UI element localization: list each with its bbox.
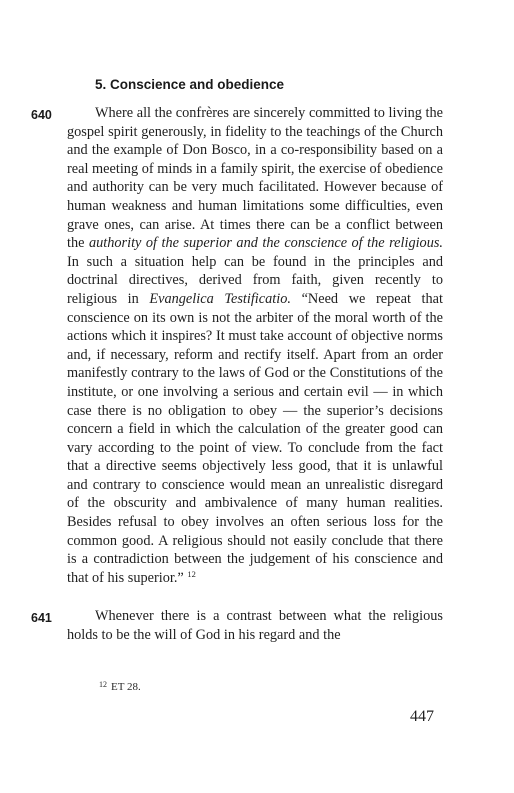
paragraph-640-text-2: In such a situation help can be found in the principles and doctrinal directives, derived from faith, given recently to religious in <box>67 253 443 307</box>
footnote-text: ET 28. <box>111 681 141 693</box>
section-heading: 5. Conscience and obedience <box>95 77 285 92</box>
footnote-marker: 12 <box>99 680 107 689</box>
paragraph-number-641: 641 <box>31 611 52 625</box>
paragraph-number-640: 640 <box>31 108 52 122</box>
paragraph-640-text-3: “Need we repeat that conscience on its own is not the arbiter of the moral worth of the actions which it inspires? It must take account of objective norms and, if necessary, reform and rectify itself. Apart from an order manifestly contrary to the laws of God or the Constitutions of the institute, or one involving a serious and certain evil — in which case there is no obligation to obey — the superior’s decisions concern a field in which the calculation of the greater good can vary according to the point of view. To conclude from the fact that a directive seems objectively less good, that it is unlawful and contrary to conscience would mean an unrealistic disregard of the obscurity and ambivalence of many human realities. Besides refusal to obey involves an often serious loss for the common good. A religious should not easily conclude that there is a contradiction between the judgement of his conscience and that of his superior.” <box>67 290 443 586</box>
paragraph-641 <box>67 607 443 644</box>
paragraph-640-emphasis-2: Evangelica Testificatio. <box>149 290 291 307</box>
page-number: 447 <box>410 708 434 725</box>
footnote-reference: 12 <box>187 568 196 579</box>
paragraph-640-emphasis-1: authority of the superior and the conscience of the religious. <box>88 235 443 252</box>
paragraph-641-text-1: Whenever there is a contrast between what the religious holds to be the will of God in his regard and the <box>67 608 443 643</box>
footnote <box>99 681 141 693</box>
paragraph-640 <box>67 104 443 587</box>
paragraph-640-text-1: Where all the confrères are sincerely committed to living the gospel spirit generously, in fidelity to the teachings of the Church and the example of Don Bosco, in a co-responsibility based on a real meeting of minds in a family spirit, the exercise of obedience and authority can be very much facilitated. However because of human weakness and human limitations some difficulties, even grave ones, can arise. At times there can be a conflict between the <box>67 105 443 252</box>
